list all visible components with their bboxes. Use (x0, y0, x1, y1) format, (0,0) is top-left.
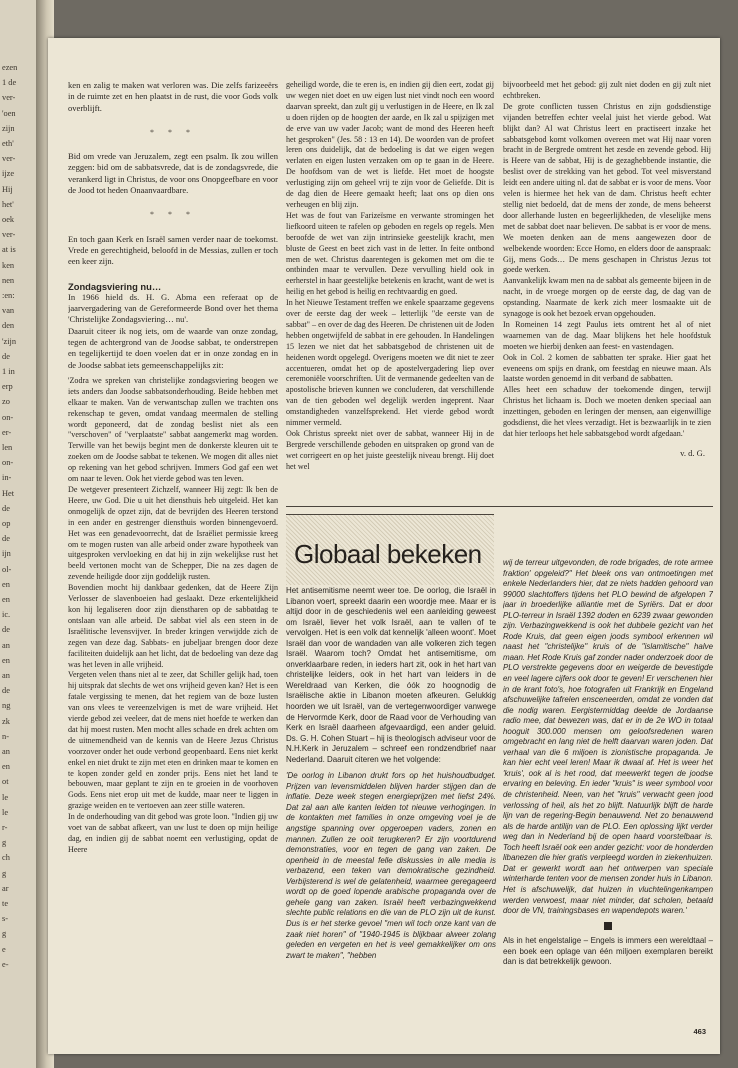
page-number: 463 (693, 1027, 706, 1036)
prev-page-text-fragment: ch (2, 853, 10, 863)
column-3 (503, 80, 711, 550)
quote-paragraph: 'Zodra we spreken van christelijke zondagsviering beogen we iets anders dan Joodse sabbatsonderhouding. Beide hebben met elkaar te maken. Van de verwantschap zullen we trachten ons rekenschap te geven, omdat vandaag meermalen de stelling wordt geponeerd, dat de zondag beslist niet als een "verschoven" of "verplaatste" sabbat aangemerkt mag worden. Terwille van het bewijs begint men de donkerste kleuren uit te zoeken om de Joodse sabbat te tekenen. We mogen dit alles niet op rekening van het gebod schrijven. Immers God gaf een wet om naar te leven. Ook het vierde gebod was ten leven. (68, 375, 278, 484)
paragraph: Het antisemitisme neemt weer toe. De oorlog, die Israël in Libanon voert, spreekt daarin een woordje mee. Maar er is altijd door in de geschiedenis wel een aanleiding geweest om Israël, liever het volk Israël, aan te vallen of te vervolgen. Het is een volk dat kennelijk 'alleen woont'. Moet Israël dan voor de wandaden van alle volkeren zich tegen Israël. Waarom toch? Omdat het antisemitisme, om onverklaarbare reden, in ieders hart zit, ook in het hart van christelijke leiders, ook in het hart van leiders in de Wereldraad van Kerken, die óók zo hoognodig de Israëlische aktie in Libanon moeten afkeuren. Gelukkig hoorden we uit Israël, van de vertegenwoordiger vanwege de Hervormde Kerk, door de Raad voor de Verhouding van Kerk en Israël daarheen afgevaardigd, een ander geluid. Ds. G. H. Cohen Stuart – hij is theologisch adviseur voor de N.H.Kerk in Jeruzalem – schreef een rondzendbrief naar Nederland. Daaruit citeren we het volgende: (286, 586, 496, 764)
paragraph: bijvoorbeeld met het gebod: gij zult niet doden en gij zult niet echtbreken. (503, 80, 711, 100)
prev-page-text-fragment: zk (2, 716, 10, 726)
paragraph: Daaruit citeer ik nog iets, om de waarde van onze zondag, tegen de achtergrond van de Joodse sabbat, te onderstrepen en tegelijkertijd te doen voelen dat er in onze zondag en in de Joodse sabbat iets gemeenschappelijks zit: (68, 325, 278, 370)
prev-page-text-fragment: de (2, 625, 10, 635)
prev-page-text-fragment: ver- (2, 93, 16, 103)
prev-page-text-fragment: e (2, 944, 6, 954)
paragraph: Ook Christus spreekt niet over de sabbat, wanneer Hij in de Bergrede verschillende geboden en uitspraken op grond van de wet corrigeert en op het juiste geestelijk niveau brengt. Hij doet het wel (286, 429, 494, 471)
column-5 (503, 558, 713, 1018)
quote-paragraph: Bovendien mocht hij dankbaar gedenken, dat de Heere Zijn Verlosser de slavenboeien had geslaakt. Deze erkentelijkheid kon hij legaliseren door zijn dienstharen op de sabbatdag te ontslaan van alle arbeid. De sabbat viel als een steen in de Israëlitische levensvijver. In breder kringen verwijdde zich de zegen van deze dag. Sabbats- en jubeljaar brengen door deze faciliteiten duidelijk aan het licht, dat de bedoeling van deze dag was het leven in alle vrijheid. (68, 583, 278, 669)
paragraph: En toch gaan Kerk en Israël samen verder naar de toekomst. Vrede en gerechtigheid, beloofd in de Messias, zullen er toch een keer zijn. (68, 233, 278, 267)
prev-page-text-fragment: de (2, 686, 10, 696)
prev-page-text-fragment: len (2, 443, 13, 452)
prev-page-text-fragment: g (2, 868, 7, 878)
prev-page-text-fragment: oek (2, 215, 15, 224)
prev-page-text-fragment: on- (2, 458, 14, 468)
paragraph: Als in het engelstalige – Engels is immers een wereldtaal – een boek een oplage van één miljoen exemplaren bereikt dan is dat betrekkelijk gewoon. (503, 936, 713, 967)
prev-page-text-fragment: 1 in (2, 367, 15, 376)
prev-page-text-fragment: Hij (2, 184, 13, 194)
quote-paragraph: wij de terreur uitgevonden, de rode brigades, de rote armee fraktion' opgeleid?" Het bleek ons van ontmoetingen met enkele Nederlanders hier, dat ze niets hadden gehoord van 99000 slachtoffers tijdens het PLO bewind de afgelopen 7 jaar in broederlijke alliantie met de Syriërs. Dat er door PLO-terreur in Israël 1392 doden en 6239 zwaar gewonden zijn. Verbazingwekkend is ook het dubbele gezicht van het Rode Kruis, dat geen eigen joods symbool erkennen wil naast het "christelijke" kruis of de "islamitische" halve maan. Het Rode Kruis gaf zonder nader onderzoek door de PLO verstrekte gegevens door en weigerde de bevestigde en veel lagere cijfers ook door te geven! Er verschenen hier in de krant foto's, hoe fotografen uit Frankrijk en Engeland afschuwelijke tafrelen ensceneerden, omdat ze vonden dat die nodig waren. Eergistermiddag deelde de Jordaanse radio mee, dat bewezen was, dat er in de 2e WO in totaal hooguit 300.000 mensen om geloofsredenen waren omgebracht en lang niet de helft daarvan waren joden. Dat verhaal van die 6 miljoen is zionistische propaganda. Je kan hier echt veel leren! Maar ik dwaal af. Het is weer het 'kruis', ook al is het rood, dat meewerkt tegen de joodse ervaring en beleving. En ieder "kruis" is weer symbool voor de christenheid. Neen, van het "kruis" verwacht geen jood verlossing of heil, als het zo blijft. Natuurlijk blijft de harde lijn van de regering-Begin benauwend. Net zo benauwend als de harde antilijn van de PLO. Een oplossing lijkt verder weg dan in Nederland bij de open haard voorstelbaar is. Toch heeft Israël ook een ander gezicht: voor de honderden libanezen die hier gratis verpleegd worden in ziekenhuizen. Dat er gewerkt wordt aan het ontwerpen van speciale winterharde tenten voor de mensen zonder huis in Libanon. Het is afschuwelijk, dat huizen in vluchtelingenkampen werden verwoest, maar niet minder, dat scholen, betaald door de VN, trainingsbases en wapendepots waren.' (503, 558, 713, 916)
prev-page-text-fragment: ijze (2, 169, 15, 179)
column-2 (286, 80, 494, 502)
prev-page-text-fragment: het' (2, 199, 14, 209)
prev-page-text-fragment: 1 de (2, 78, 17, 88)
paragraph: Het was de fout van Farizeïsme en verwante stromingen het liefkoord uiteen te rafelen op geboden en regels op regels. Men beroofde de wet van zijn intrinsieke geestelijk kracht, men bluste de Geest en beet zich vast in de letter. In feite ontbond men de wet. Christus daarentegen is gekomen met om die te ontbinden maar te vervullen. Deze vervulling hield ook in eerherstel in haar geestelijke betekenis en kracht, want de wet is heilig en het gebod is heilig en rechtvaardig en goed. (286, 210, 494, 297)
section-divider: * * * (150, 127, 196, 137)
paragraph: In 1966 hield ds. H. G. Abma een referaat op de jaarvergadering van de Gereformeerde Bond over het thema 'Christelijke Zondagsviering… nu'. (68, 291, 278, 325)
paragraph: Ook in Col. 2 komen de sabbatten ter sprake. Hier gaat het eveneens om spijs en drank, om feestdag en nieuwe maan. Als laatste worden genoemd in dit verband de sabbatten. (503, 352, 711, 384)
prev-page-text-fragment: 'zijn (2, 336, 17, 346)
prev-page-text-fragment: ver- (2, 154, 16, 164)
author-signature: v. d. G. (680, 447, 705, 458)
prev-page-text-fragment: ol- (2, 564, 12, 574)
prev-page-text-fragment: e- (2, 959, 9, 969)
prev-page-text-fragment: :en: (2, 291, 15, 300)
prev-page-text-fragment: ar (2, 883, 9, 893)
prev-page-text-fragment: en (2, 655, 10, 665)
prev-page-text-fragment: ken (2, 260, 15, 270)
prev-page-text-fragment: an (2, 747, 10, 756)
paragraph: In het Nieuwe Testament treffen we enkele spaarzame gegevens over de eerste dag der week – letterlijk "de eerste van de sabbat" – en over de dag des Heeren. De christenen uit de Joden hebben ongetwijfeld de sabbat in ere gehouden. In Handelingen 15 lezen we niet dat het sabbatsgebod de christenen uit de heidenen wordt opgelegd. Overigens moeten we dit niet te zeer accentueren, omdat het op de apostelvergadering liep over ceremoniële voorschriften. Uit de vermanende gedeelten van de apostolische brieven kunnen we concluderen, dat verschillende van de tien geboden wel degelijk werden ingeprent. Naar omstandigheden vanzelfsprekend. Het vierde gebod wordt nimmer vermeld. (286, 298, 494, 428)
prev-page-text-fragment: ezen (2, 63, 18, 72)
paragraph: In Romeinen 14 zegt Paulus iets omtrent het al of niet waarnemen van de dag. Maar blijkens het hele hoofdstuk moeten we hierbij denken aan feest- en vastendagen. (503, 319, 711, 351)
prev-page-text-fragment: ver- (2, 230, 16, 240)
paragraph: Bid om vrede van Jeruzalem, zegt een psalm. Ik zou willen zeggen: bid om de sabbatsvrede, dat is de zondagsvrede, die verankerd ligt in Christus, de voor ons Onopgeefbare en voor de Jood tot heden Onaanvaardbare. (68, 151, 278, 196)
column-1 (68, 80, 278, 1030)
prev-page-text-fragment: den (2, 321, 15, 331)
quote-paragraph: 'De oorlog in Libanon drukt fors op het huishoudbudget. Prijzen van levensmiddelen blijven harder stijgen dan de inflatie. Deze week stegen energieprijzen met liefst 24%. Dat zal aan alle kanten leiden tot nieuwe verhogingen. In de kontakten met families in onze omgeving voel je de angstige spanning over opgeroepen vaders, zonen en mannen. Zullen ze ooit terugkeren? Er zijn voortdurend demonstraties, voor en tegen de gang van zaken. De openheid in de meestal felle diskussies in alle media is verbazend, een teken van demokratische gezindheid. Verbijsterend is wel de gelatenheid, waarmee geregageerd wordt op de goed lopende arabische propaganda over de gehele gang van zaken. Israël heeft verbazingwekkend slechte public relations en die van de PLO zijn uit de kunst. Dus is er het sterke gevoel "men wil toch onze kant van de zaak niet horen" of "1940-1945 is blijkbaar alweer zolang geleden en vergeten en het is veel gemakkelijker om ons zwart te maken", "hebben (286, 771, 496, 960)
prev-page-text-fragment: le (2, 792, 9, 802)
prev-page-text-fragment: in- (2, 473, 12, 483)
prev-page-text-fragment: er- (2, 427, 12, 437)
prev-page-text-fragment: le (2, 807, 9, 817)
section-divider: * * * (150, 210, 196, 220)
section-title-box (286, 514, 494, 585)
prev-page-text-fragment: s- (2, 914, 9, 924)
prev-page-text-fragment: erp (2, 382, 13, 392)
prev-page-text-fragment: an (2, 640, 10, 650)
prev-page-text-fragment: on- (2, 412, 14, 422)
prev-page-text-fragment: de (2, 534, 10, 544)
separator-square (503, 922, 713, 934)
prev-page-text-fragment: r- (2, 823, 8, 832)
prev-page-text-fragment: at is (2, 245, 16, 255)
column-4 (286, 586, 496, 1016)
prev-page-text-fragment: te (2, 899, 9, 908)
prev-page-text-fragment: en (2, 595, 10, 604)
prev-page-text-fragment: 'oen (2, 108, 16, 118)
quote-paragraph: De wetgever presenteert Zichzelf, wanneer Hij zegt: Ik ben de Heere, uw God. Die u uit het diensthuis heb uitgeleid. Het kan onmogelijk de opzet zijn, dat de bevrijden des Heeren terstond in een ander en gestrenger diensthuis worden binnengevoerd. Het was een genadevoorrecht, dat de Israëliet permissie kreeg om te mogen rusten van alle arbeid onder zware hypotheek van uitgesproken vervloeking en dat hij in zijn wekelijkse rust het beeld vertonen mocht van de Schepper, Die na zes dagen de zevende heiligde door zijn goddelijk rusten. (68, 485, 278, 582)
prev-page-text-fragment: op (2, 519, 11, 528)
quote-paragraph: Vergeten velen thans niet al te zeer, dat Schiller gelijk had, toen hij uitsprak dat slechts de wet ons vrijheid geven kan? Het is een fatale vergissing te menen, dat het regiem van de boze lusten van ons vlees te vereenzelvigen is met de ware vrijheid. Het vierde gebod zei veeleer, dat de mens niet hoefde te werken dan dat hij moest rusten. Men mocht alles schade en drek achten om de uitnemendheid van de kennis van de Heere Jezus Christus voorzover onder het oude verbond geopenbaard. Eens niet kerkt enkel en niet drukt te zijn met eten en drinken maar te komen en te kopen zonder geld en zonder prijs. Eens niet het land te bebouwen, maar geplant te zijn en te groeien in de voorhoven Gods. Eens niet erop uit met de kudde, maar neer te liggen in grazige weiden en te vertoeven aan zeer stille wateren. (68, 670, 278, 811)
paragraph: geheiligd worde, die te eren is, en indien gij dien eert, zodat gij uw wegen niet doet en uw eigen lust niet vindt noch een woord daarvan spreekt, dan zult gij u verlustigen in de Heere, en Ik zal u doen rijden op de hoogten der aarde, en Ik zal u spijzigen met de erve van uw vader Jacob; want de mond des Heeren heeft het gesproken" (Jes. 58 : 13 en 14). De woorden van de profeet leren ons duidelijk, dat de bedoeling is dat we eigen wegen verlaten en eigen lusten verzaken om op te gaan in de Heere. De hoofdsom van de wet is liefde. Het moet de hoogste verlustiging zijn om geheel vrij te zijn voor de Geliefde. Dit is de dag dien de Heere gemaakt heeft; laat ons op dien ons verheugen en blij zijn. (286, 80, 494, 209)
prev-page-text-fragment: g (2, 929, 7, 939)
prev-page-text-fragment: n- (2, 731, 9, 741)
previous-page-edge (0, 0, 36, 1068)
prev-page-text-fragment: nen (2, 275, 15, 285)
prev-page-text-fragment: eth' (2, 139, 14, 148)
prev-page-text-fragment: en (2, 579, 10, 589)
prev-page-text-fragment: Het (2, 488, 15, 498)
prev-page-text-fragment: en (2, 762, 10, 772)
prev-page-text-fragment: ng (2, 701, 11, 711)
prev-page-text-fragment: zijn (2, 123, 15, 133)
paragraph: De grote conflicten tussen Christus en zijn godsdienstige vijanden betreffen echter veelal juist het vierde gebod. Wat blijkt dan? Al wat Christus leert en practiseert inzake het sabbatsgebod komt volkomen overeen met wat Hij naar voren bracht in de Bergrede omtrent het zesde en zevende gebod. Hij is Heere van de sabbat, Hij is de gezaghebbende instantie, die beslist over de strekking van het gebod. Tot veel misverstand leidt een andere uiting nl. dat de sabbat er is voor de mens. Voor velen is hiermee het hek van de dam. Christus heeft echter stellig niet bedoeld, dat de mens der zonde, de mens beheerst door allerhande lusten en begeerlijkheden, de vleselijke mens met de sabbat doet naar believen. De sabbat is er voor de mens. We moeten denken aan de mens aangewezen door de welbekende woorden: Ecce Homo, en elders door de aanspraak: Gij, mens Gods… De mens geschapen in Christus Jezus tot goede werken. (503, 101, 711, 275)
section-title: Globaal bekeken (294, 539, 482, 569)
prev-page-text-fragment: ijn (2, 549, 11, 559)
section-heading: Zondagsviering nu… (68, 280, 162, 292)
section-rule (286, 506, 713, 507)
paragraph: ken en zalig te maken wat verloren was. Die zelfs farizeeërs in de ruimte zet en hen plaatst in de rust, die voor Gods volk overblijft. (68, 80, 278, 113)
prev-page-text-fragment: ic. (2, 610, 11, 620)
magazine-page (48, 38, 720, 1054)
prev-page-text-fragment: g (2, 838, 7, 848)
prev-page-text-fragment: de (2, 503, 10, 513)
prev-page-text-fragment: ot (2, 777, 9, 787)
paragraph: Alles heet een schaduw der toekomende dingen, terwijl Christus het lichaam is. Doch we moeten denken speciaal aan inzettingen, geboden en leringen der mensen, aan eigenwillige godsdienst, die het vlees verzadigt. Het is bezwaarlijk in te zien dat hier terloops het hele sabbatsgebod wordt afgedaan.' (503, 385, 711, 438)
prev-page-text-fragment: de (2, 351, 10, 361)
quote-paragraph: In de onderhouding van dit gebod was grote loon. "Indien gij uw voet van de sabbat afkeert, van uw lust te doen op mijn heilige dag, en indien gij de sabbat noemt een verlustiging, opdat de Heere (68, 812, 278, 854)
prev-page-text-fragment: zo (2, 397, 10, 407)
prev-page-text-fragment: an (2, 671, 10, 680)
paragraph: Aanvankelijk kwam men na de sabbat als gemeente bijeen in de nacht, in de vroege morgen op de eerste dag, de dag van de opstanding. Naarmate de kerk zich meer losmaakte uit de synagoge is ook het bezoek ervan opgehouden. (503, 276, 711, 319)
prev-page-text-fragment: van (2, 306, 15, 316)
